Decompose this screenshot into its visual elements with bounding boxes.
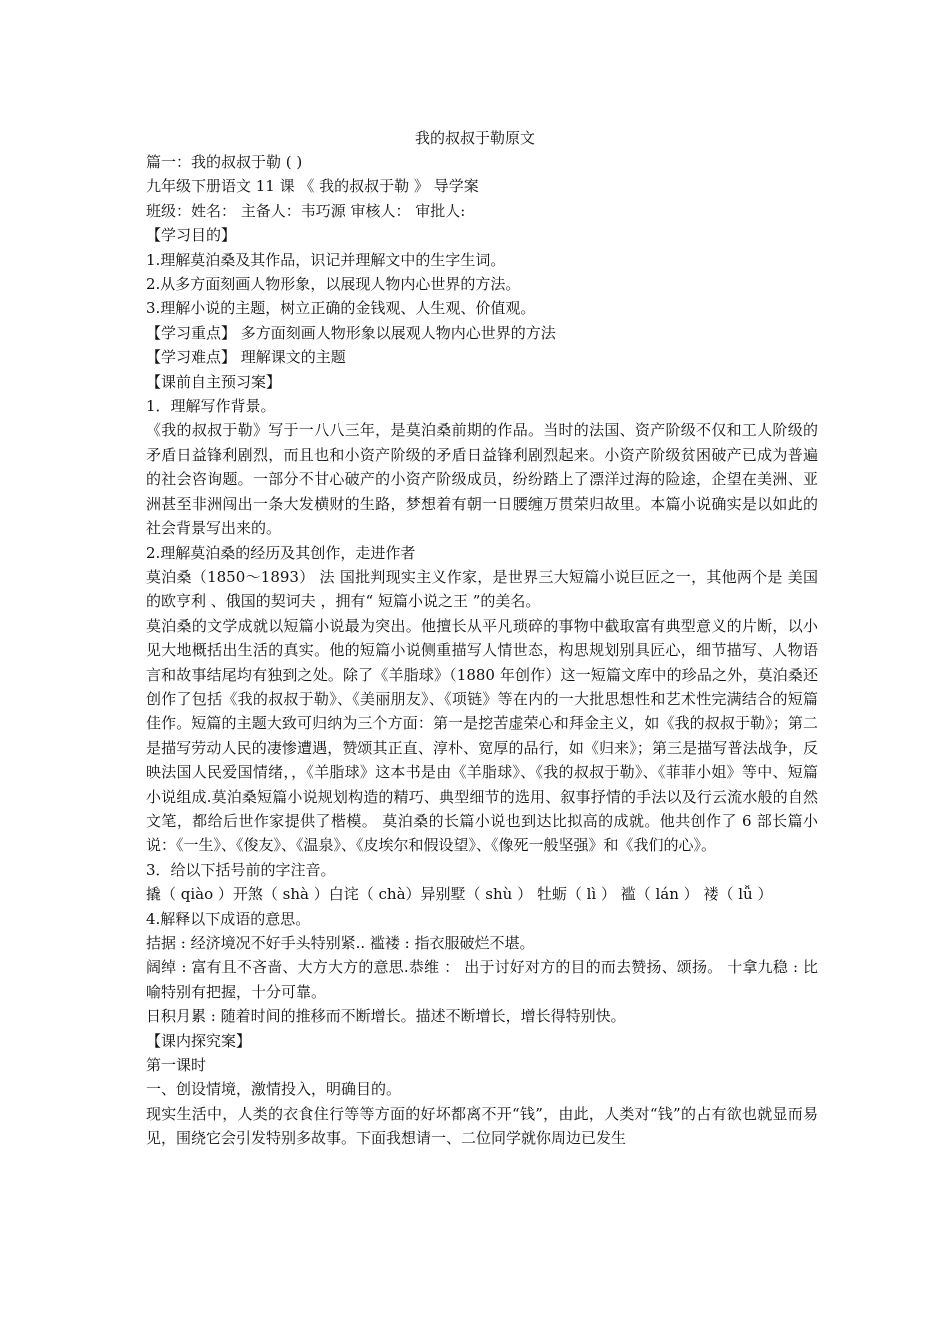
key-point-line: 【学习重点】 多方面刻画人物形象以展观人物内心世界的方法	[146, 323, 556, 342]
first-lesson-heading: 第一课时	[146, 1056, 207, 1075]
idiom-line-1: 拮据 : 经济境况不好手头特别紧.. 褴褛 : 指衣服破烂不堪。	[146, 934, 535, 952]
difficulty-line: 【学习难点】 理解课文的主题	[146, 348, 346, 367]
class-info-line: 班级：姓名： 主备人：韦巧源 审核人： 审批人:	[146, 201, 466, 220]
pinyin-line: 撬（ qiào ）开煞（ shà ）白诧（ chà）异别墅（ shù ） 牡蛎（ lì ） 褴（ lán ） 褛（ lǚ ）	[146, 885, 773, 904]
document-body	[146, 150, 818, 1151]
idiom-line-3: 日积月累 : 随着时间的推移而不断增长。描述不断增长，增长得特别快。	[146, 1007, 626, 1026]
document-title: 我的叔叔于勒原文	[414, 129, 535, 147]
step-1-heading: 一、创设情境，激情投入，明确目的。	[146, 1080, 402, 1099]
objective-3: 3.理解小说的主题，树立正确的金钱观、人生观、价值观。	[146, 299, 536, 318]
item-3-heading: 3．给以下括号前的字注音。	[146, 860, 336, 879]
item-2-heading: 2.理解莫泊桑的经历及其创作，走进作者	[146, 543, 416, 562]
section-heading: 篇一：我的叔叔于勒 ( )	[146, 153, 303, 171]
lesson-title: 九年级下册语文 11 课 《 我的叔叔于勒 》 导学案	[146, 177, 479, 196]
preview-heading: 【课前自主预习案】	[146, 372, 282, 391]
objective-2: 2.从多方面刻画人物形象，以展现人物内心世界的方法。	[146, 275, 521, 294]
item-1-heading: 1．理解写作背景。	[146, 397, 276, 416]
author-intro-paragraph: 莫泊桑（1850～1893） 法 国批判现实主义作家，是世界三大短篇小说巨匠之一，其他两个是 美国的欧亨利 、俄国的契诃夫 ，拥有“ 短篇小说之王 ”的美名。	[146, 567, 818, 611]
objective-1: 1.理解莫泊桑及其作品，识记并理解文中的生字生词。	[146, 250, 506, 269]
background-paragraph: 《我的叔叔于勒》写于一八八三年，是莫泊桑前期的作品。当时的法国、资产阶级不仅和工人阶级的矛盾日益锋利剧烈，而且也和小资产阶级的矛盾日益锋利剧烈起来。小资产阶级贫困破产已成为普遍的社会咨询题。一部分不甘心破产的小资产阶级成员，纷纷踏上了漂洋过海的险途，企望在美洲、亚洲甚至非洲闯出一条大发横财的生路，梦想着有朝一日腰缠万贯荣归故里。本篇小说确实是以如此的社会背景写出来的。	[146, 421, 818, 538]
item-4-heading: 4.解释以下成语的意思。	[146, 909, 311, 928]
idiom-line-2: 阔绰 : 富有且不吝啬、大方大方的意思.恭维 ： 出于讨好对方的目的而去赞扬、颂扬。 十拿九稳 : 比喻特别有把握，十分可靠。	[146, 958, 818, 1001]
objectives-heading: 【学习目的】	[146, 226, 237, 245]
inquiry-heading: 【课内探究案】	[146, 1031, 252, 1050]
closing-paragraph: 现实生活中，人类的衣食住行等等方面的好坏都离不开“钱”，由此，人类对“钱”的占有欲也就显而易见，围绕它会引发特别多故事。下面我想请一、二位同学就你周边已发生	[146, 1104, 818, 1148]
author-works-paragraph: 莫泊桑的文学成就以短篇小说最为突出。他擅长从平凡琐碎的事物中截取富有典型意义的片断，以小见大地概括出生活的真实。他的短篇小说侧重描写人情世态，构思规划别具匠心，细节描写、人物语言和故事结尾均有独到之处。除了《羊脂球》（1880 年创作）这一短篇文库中的珍品之外，莫泊桑还创作了包括《我的叔叔于勒》、《美丽朋友》、《项链》等在内的一大批思想性和艺术性完满结合的短篇佳作。短篇的主题大致可归纳为三个方面：第一是挖苦虚荣心和拜金主义，如《我的叔叔于勒》；第二是描写劳动人民的凄惨遭遇，赞颂其正直、淳朴、宽厚的品行，如《归来》；第三是描写普法战争，反映法国人民爱国情绪，，《羊脂球》这本书是由《羊脂球》、《我的叔叔于勒》、《菲菲小姐》等中、短篇小说组成.莫泊桑短篇小说规划构造的精巧、典型细节的选用、叙事抒情的手法以及行云流水般的自然文笔，都给后世作家提供了楷模。 莫泊桑的长篇小说也到达比拟高的成就。他共创作了 6 部长篇小说：《一生》、《俊友》、《温泉》、《皮埃尔和假设望》、《像死一般坚强》和《我们的心》。	[146, 616, 818, 855]
